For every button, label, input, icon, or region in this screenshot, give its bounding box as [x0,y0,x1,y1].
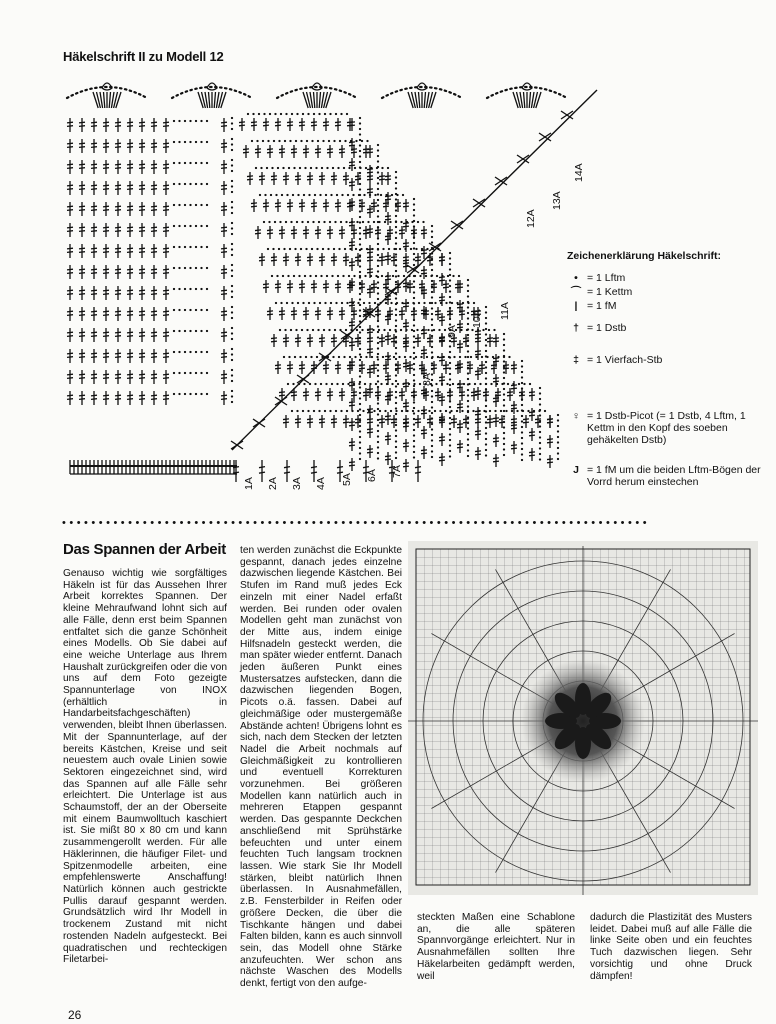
page-number: 26 [68,1008,82,1022]
row-label: 13A [551,191,563,210]
row-label: 10A [471,309,483,328]
legend-item [567,322,772,334]
row-label: 4A [315,477,327,490]
legend-text: = 1 Dstb-Picot (= 1 Dstb, 4 Lftm, 1 Kettm in den Kopf des soeben gehäkelten Dstb) [587,410,746,446]
article-column-1 [63,568,227,966]
row-label: 6A [366,469,378,482]
legend-symbol: | [574,300,578,312]
legend-symbol: J [573,464,579,476]
article-text: steckten Maßen eine Schablone an, die alle späteren Spannvorgänge erleichtert. Nur in Ausnahmefällen sollten Ihre Häkelarbeiten gedämpft werden, weil [417,912,575,982]
legend-symbol: ‡ [573,354,579,366]
legend-text: = 1 Lftm [587,272,626,284]
row-label: 11A [499,302,511,320]
blocking-board-photo [408,541,758,895]
legend-symbol: † [573,322,579,334]
legend-text: = 1 Vierfach-Stb [587,354,663,366]
article-column-4 [590,912,752,982]
row-label: 14A [573,163,585,182]
legend-text: = 1 Dstb [587,322,627,334]
page-title: Häkelschrift II zu Modell 12 [63,49,224,64]
row-label: 8A [421,373,433,386]
legend-item [567,300,772,312]
row-label: 3A [291,477,303,490]
article-column-2 [240,545,402,990]
dotted-divider: •••••••••••••••••••••••••••••••••••••••••••••••••••••••••••••••••••••••••••••••• [62,519,651,527]
legend-item [567,464,772,488]
article-text: ten werden zunächst die Eckpunkte gespannt, danach jedes einzelne dazwischen liegende Kästchen. Bei Stufen im Rand muß jedes Eck einzeln mit einer Nadel erfaßt werden. Bei runden oder ovalen Modellen geht man zunächst von der Mitte aus, indem einige Hilfsnadeln gesteckt werden, die man später wieder entfernt. Danach jeden äußeren Punkt eines Mustersatzes aufstecken, dann die dazwischen liegenden Bogen, Picots o.ä. fassen. Dabei auf gleichmäßige oder mustergemäße Abstände achten! Übrigens lohnt es sich, nach dem Stecken der letzten Nadel die Arbeit nochmals auf Gleichmäßigkeit zu kontrollieren und eventuell Korrekturen vorzunehmen. Bei größeren Modellen kann natürlich auch in mehreren Etappen gespannt werden. Das gespannte Deckchen anschließend mit Sprühstärke befeuchten und unter einem feuchten Tuch langsam trocknen lassen. Wie stark Sie Ihr Modell stärken, bleibt natürlich Ihnen überlassen. In Ausnahmefällen, z.B. Fensterbilder in Reifen oder größere Decken, die über die Tischkante hängen und dabei Falten bilden, kann es auch sinnvoll sein, das Modell ohne Stärke anzufeuchten. Wer schon ans nächste Waschen des Modells denkt, fertigt von den aufge- [240,545,402,990]
row-label: 9A [446,325,458,338]
legend-item [567,286,772,298]
article-column-3 [417,912,575,982]
legend-item [567,354,772,366]
crochet-chart [62,70,620,514]
article-text: Genauso wichtig wie sorgfältiges Häkeln ist für das Aussehen Ihrer Arbeit korrektes Spannen. Der kleine Mehraufwand lohnt sich auf alle Fälle, denn erst beim Spannen entfaltet sich die ganze Schönheit eines Modells. Ob Sie dabei auf eine weiche Unterlage aus Ihrem Haushalt zurückgreifen oder die von uns auf dem Foto gezeigte Spannunterlage von INOX (erhältlich in Handarbeitsfachgeschäften) verwenden, bleibt Ihnen überlassen. Mit der Spannunterlage, auf der bereits Kästchen, Kreise und seit neuestem auch ovale Linien sowie Sektoren eingezeichnet sind, wird das Spannen auf alle Fälle sehr erleichtert. Die Unterlage ist aus Schaumstoff, der an der Oberseite mit einem Baumwolltuch kaschiert ist. Sie mißt 80 x 80 cm und kann zusammengerollt werden. Für alle Häklerinnen, die häufiger Filet- und Spitzenmodelle arbeiten, eine empfehlenswerte Anschaffung! Natürlich können auch gestrickte Pullis darauf gespannt werden. Grundsätzlich wird Ihr Modell in trockenem Zustand mit nicht rostenden Nadeln aufgesteckt. Bei quadratischen und rechteckigen Filetarbei- [63,568,227,966]
symbol-legend [567,250,772,488]
row-label: 7A [391,465,403,478]
legend-text: = 1 Kettm [587,286,633,298]
legend-item [567,272,772,284]
legend-text: = 1 fM [587,300,617,312]
row-label: 1A [243,477,255,490]
legend-text: = 1 fM um die beiden Lftm-Bögen der Vorrd herum einstechen [587,464,761,488]
legend-title: Zeichenerklärung Häkelschrift: [567,250,722,262]
row-label: 2A [267,477,279,490]
legend-symbol: ♀ [572,410,580,422]
article-text: dadurch die Plastizität des Musters leidet. Dabei muß auf alle Fälle die linke Seite oben und ein feuchtes Tuch dazwischen liegen. Sehr vorsichtig und ohne Druck dämpfen! [590,912,752,982]
article-title: Das Spannen der Arbeit [63,541,226,558]
row-label: 12A [525,209,537,228]
legend-item [567,410,772,446]
legend-symbol: • [574,272,578,284]
row-label: 5A [341,473,353,486]
legend-symbol: ⌒ [570,286,582,298]
